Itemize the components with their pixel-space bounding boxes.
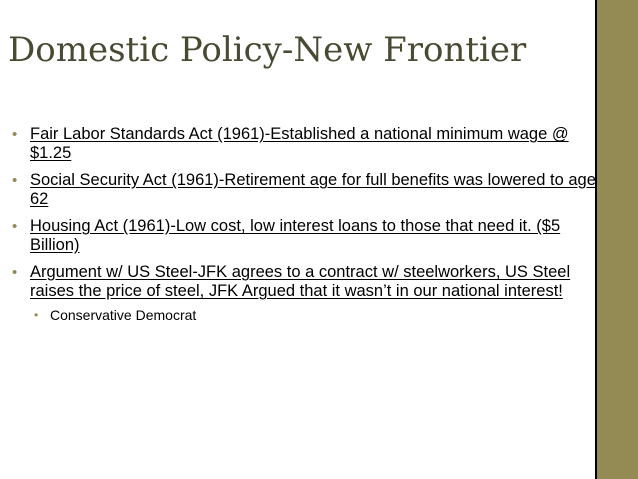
bullet-item-us-steel xyxy=(12,263,612,324)
bullet-text: Housing Act (1961)-Low cost, low interest loans to those that need it. ($5 Billion) xyxy=(30,217,561,254)
sub-bullet-list xyxy=(30,307,612,324)
bullet-item-social-security xyxy=(12,171,612,209)
bullet-icon: • xyxy=(12,218,18,235)
bullet-icon: • xyxy=(12,264,18,281)
bullet-icon: • xyxy=(12,126,18,143)
sub-bullet-text: Conservative Democrat xyxy=(50,307,197,323)
bullet-icon: • xyxy=(34,308,39,322)
bullet-item-fair-labor xyxy=(12,125,612,163)
bullet-text: Social Security Act (1961)-Retirement age for full benefits was lowered to age 62 xyxy=(30,171,596,208)
slide-title: Domestic Policy-New Frontier xyxy=(8,30,527,70)
bullet-text: Argument w/ US Steel-JFK agrees to a contract w/ steelworkers, US Steel raises the price of steel, JFK Argued that it wasn’t in our national interest! xyxy=(30,263,571,300)
bullet-text: Fair Labor Standards Act (1961)-Established a national minimum wage @ $1.25 xyxy=(30,125,569,162)
bullet-icon: • xyxy=(12,172,18,189)
bullet-list xyxy=(12,125,612,332)
bullet-item-housing-act xyxy=(12,217,612,255)
sub-bullet-item-conservative-democrat xyxy=(30,307,612,324)
